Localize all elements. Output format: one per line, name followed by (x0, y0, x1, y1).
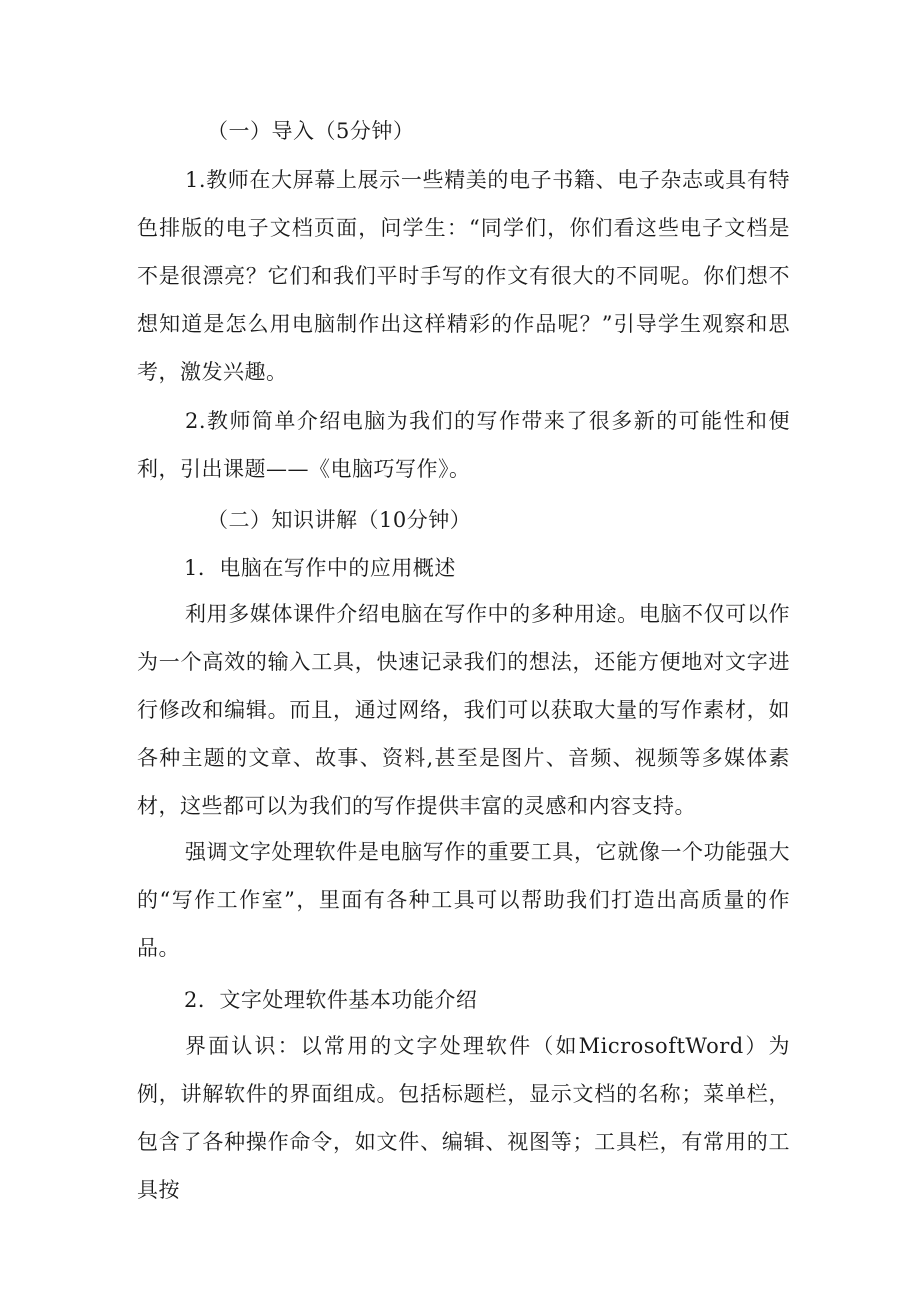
paragraph-sub2-1: 界面认识：以常用的文字处理软件（如MicrosoftWord）为例，讲解软件的界面组成。包括标题栏，显示文档的名称；菜单栏，包含了各种操作命令，如文件、编辑、视图等；工具栏，有常用的工具按 (137, 1034, 790, 1202)
paragraph-intro-1: 1.教师在大屏幕上展示一些精美的电子书籍、电子杂志或具有特色排版的电子文档页面，问学生：“同学们，你们看这些电子文档是不是很漂亮？它们和我们平时手写的作文有很大的不同呢。你们想不想知道是怎么用电脑制作出这样精彩的作品呢？”引导学生观察和思考，激发兴趣。 (137, 168, 790, 384)
paragraph-sub1-2: 强调文字处理软件是电脑写作的重要工具，它就像一个功能强大的“写作工作室”，里面有各种工具可以帮助我们打造出高质量的作品。 (137, 840, 790, 960)
paragraph-sub1-1: 利用多媒体课件介绍电脑在写作中的多种用途。电脑不仅可以作为一个高效的输入工具，快速记录我们的想法，还能方便地对文字进行修改和编辑。而且，通过网络，我们可以获取大量的写作素材，如各种主题的文章、故事、资料,甚至是图片、音频、视频等多媒体素材，这些都可以为我们的写作提供丰富的灵感和内容支持。 (137, 602, 790, 818)
section-heading-knowledge: （二）知识讲解（10分钟） (207, 508, 472, 532)
paragraph-intro-2: 2.教师简单介绍电脑为我们的写作带来了很多新的可能性和便利，引出课题——《电脑巧写作》。 (137, 409, 790, 481)
section-heading-intro: （一）导入（5分钟） (207, 119, 415, 143)
subsection-title-1: 1．电脑在写作中的应用概述 (184, 556, 456, 580)
subsection-title-2: 2．文字处理软件基本功能介绍 (184, 988, 478, 1012)
